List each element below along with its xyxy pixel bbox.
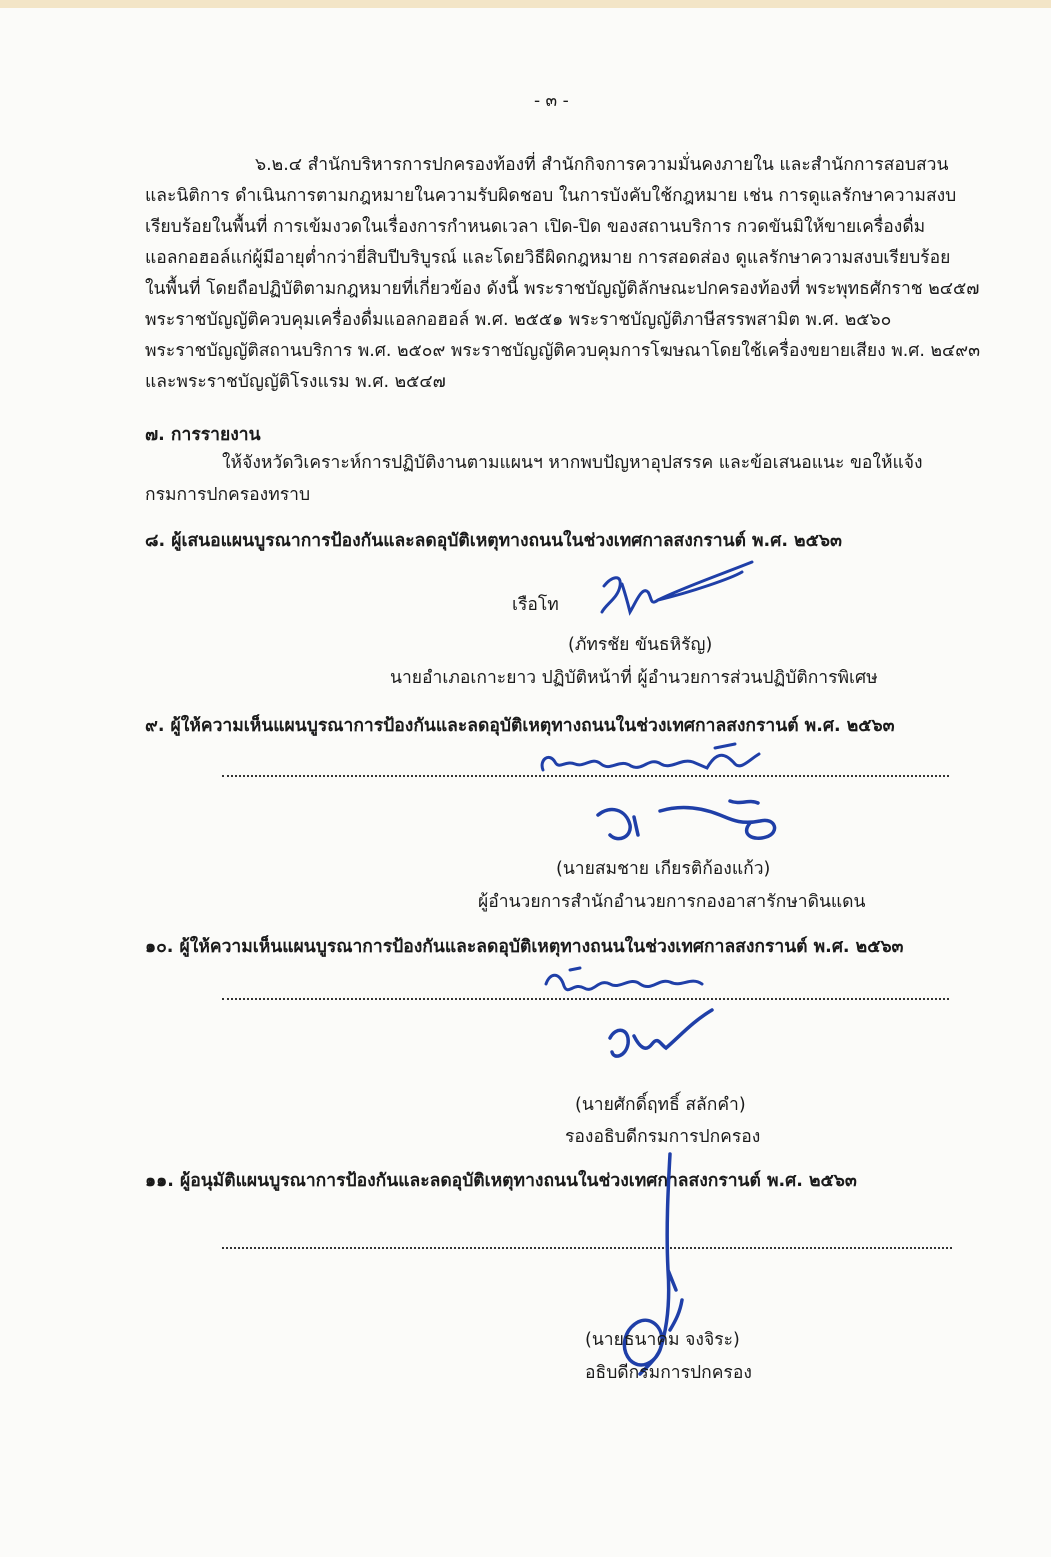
para-line: แอลกอฮอล์แก่ผู้มีอายุต่ำกว่ายี่สิบปีบริบูรณ์ และโดยวิธีผิดกฎหมาย การสอดส่อง ดูแลรักษาความสงบเรียบร้อย	[145, 248, 951, 268]
section-7-heading: ๗. การรายงาน	[145, 425, 261, 445]
handwritten-comment-9	[535, 740, 775, 788]
signer-rank: เรือโท	[512, 595, 559, 615]
page-number: - ๓ -	[534, 91, 569, 111]
signer-position: นายอำเภอเกาะยาว ปฏิบัติหน้าที่ ผู้อำนวยการส่วนปฏิบัติการพิเศษ	[390, 668, 878, 688]
signer-name: (นายธนาคม จงจิระ)	[585, 1330, 740, 1350]
signer-position: อธิบดีกรมการปกครอง	[585, 1363, 752, 1383]
section-11-heading: ๑๑. ผู้อนุมัติแผนบูรณาการป้องกันและลดอุบัติเหตุทางถนนในช่วงเทศกาลสงกรานต์ พ.ศ. ๒๕๖๓	[145, 1171, 857, 1191]
section-8-heading: ๘. ผู้เสนอแผนบูรณาการป้องกันและลดอุบัติเหตุทางถนนในช่วงเทศกาลสงกรานต์ พ.ศ. ๒๕๖๓	[145, 531, 842, 551]
section-9-heading: ๙. ผู้ให้ความเห็นแผนบูรณาการป้องกันและลดอุบัติเหตุทางถนนในช่วงเทศกาลสงกรานต์ พ.ศ. ๒๕๖๓	[145, 716, 895, 736]
signature-2	[590, 795, 790, 859]
signer-name: (ภัทรชัย ขันธหิรัญ)	[568, 635, 713, 655]
para-line: พระราชบัญญัติสถานบริการ พ.ศ. ๒๕๐๙ พระราชบัญญัติควบคุมการโฆษณาโดยใช้เครื่องขยายเสียง พ.ศ. ๒๔๙๓	[145, 341, 981, 361]
comment-line	[222, 775, 949, 777]
para-line: ๖.๒.๔ สำนักบริหารการปกครองท้องที่ สำนักกิจการความมั่นคงภายใน และสำนักการสอบสวน	[255, 155, 949, 175]
para-line: และนิติการ ดำเนินการตามกฎหมายในความรับผิดชอบ ในการบังคับใช้กฎหมาย เช่น การดูแลรักษาความสงบ	[145, 186, 957, 206]
signer-name: (นายสมชาย เกียรติก้องแก้ว)	[556, 859, 771, 879]
handwritten-comment-10	[540, 962, 720, 1010]
para-line: และพระราชบัญญัติโรงแรม พ.ศ. ๒๕๔๗	[145, 372, 446, 392]
section-7-line: ให้จังหวัดวิเคราะห์การปฏิบัติงานตามแผนฯ หากพบปัญหาอุปสรรค และข้อเสนอแนะ ขอให้แจ้ง	[222, 453, 923, 473]
signer-position: ผู้อำนวยการสำนักอำนวยการกองอาสารักษาดินแดน	[478, 892, 866, 912]
para-line: เรียบร้อยในพื้นที่ การเข้มงวดในเรื่องการกำหนดเวลา เปิด-ปิด ของสถานบริการ กวดขันมิให้ขายเครื่องดื่ม	[145, 217, 926, 237]
signer-position: รองอธิบดีกรมการปกครอง	[565, 1127, 761, 1147]
comment-line	[222, 998, 949, 1000]
signature-3	[600, 1008, 720, 1072]
signature-1	[592, 556, 762, 630]
section-10-heading: ๑๐. ผู้ให้ความเห็นแผนบูรณาการป้องกันและลดอุบัติเหตุทางถนนในช่วงเทศกาลสงกรานต์ พ.ศ. ๒๕๖๓	[145, 937, 904, 957]
section-7-line: กรมการปกครองทราบ	[145, 485, 311, 505]
para-line: ในพื้นที่ โดยถือปฏิบัติตามกฎหมายที่เกี่ยวข้อง ดังนี้ พระราชบัญญัติลักษณะปกครองท้องที่ พระพุทธศักราช ๒๔๕๗	[145, 279, 980, 299]
comment-line	[222, 1247, 952, 1249]
signer-name: (นายศักดิ์ฤทธิ์ สลักคำ)	[575, 1095, 746, 1115]
scan-edge	[0, 0, 1051, 8]
para-line: พระราชบัญญัติควบคุมเครื่องดื่มแอลกอฮอล์ พ.ศ. ๒๕๕๑ พระราชบัญญัติภาษีสรรพสามิต พ.ศ. ๒๕๖๐	[145, 310, 892, 330]
